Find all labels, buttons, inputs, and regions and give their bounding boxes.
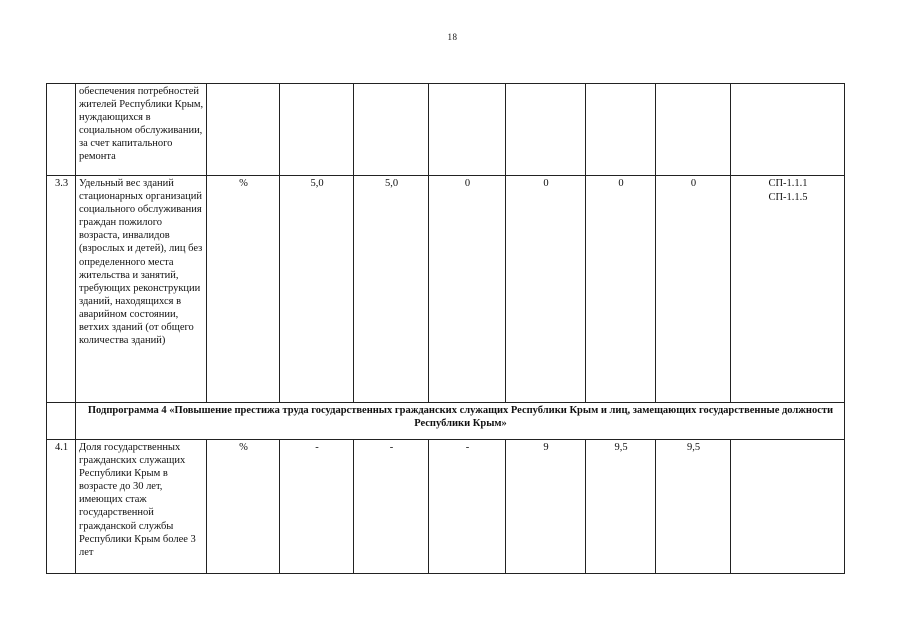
unit-cell — [207, 84, 280, 176]
value-cell: - — [280, 440, 354, 574]
indicator-name: Доля государственных гражданских служащих Республики Крым в возрасте до 30 лет, имеющих стаж государственной гражданской службы Республики Крым более 3 лет — [76, 440, 207, 574]
subprogram-row — [47, 403, 845, 440]
value-cell — [656, 84, 731, 176]
value-cell: - — [429, 440, 506, 574]
row-index — [47, 403, 76, 440]
value-cell: 0 — [656, 176, 731, 403]
value-cell: - — [354, 440, 429, 574]
row-index: 3.3 — [47, 176, 76, 403]
indicator-name: Удельный вес зданий стационарных организаций социального обслуживания граждан пожилого возраста, инвалидов (взрослых и детей), лиц без определенного места жительства и занятий, требующих реконструкции зданий, находящихся в аварийном состоянии, ветхих зданий (от общего количества зданий) — [76, 176, 207, 403]
value-cell — [586, 84, 656, 176]
indicators-table — [46, 83, 845, 574]
page-number: 18 — [447, 32, 458, 42]
table-row — [47, 84, 845, 176]
value-cell: 9,5 — [656, 440, 731, 574]
indicator-name: обеспечения потребностей жителей Республики Крым, нуждающихся в социальном обслуживании, за счет капитального ремонта — [76, 84, 207, 176]
code-cell — [731, 84, 845, 176]
code-line: СП-1.1.1 — [768, 178, 808, 189]
code-cell — [731, 176, 845, 403]
unit-cell: % — [207, 440, 280, 574]
code-line: СП-1.1.5 — [768, 191, 808, 203]
row-index: 4.1 — [47, 440, 76, 574]
value-cell: 5,0 — [280, 176, 354, 403]
value-cell — [506, 84, 586, 176]
subprogram-title: Подпрограмма 4 «Повышение престижа труда государственных гражданских служащих Республики Крым и лиц, замещающих государственные должности Республики Крым» — [76, 403, 845, 440]
value-cell — [280, 84, 354, 176]
value-cell: 9 — [506, 440, 586, 574]
value-cell: 9,5 — [586, 440, 656, 574]
code-cell — [731, 440, 845, 574]
value-cell — [354, 84, 429, 176]
value-cell — [429, 84, 506, 176]
row-index — [47, 84, 76, 176]
table-row — [47, 440, 845, 574]
unit-cell: % — [207, 176, 280, 403]
value-cell: 0 — [506, 176, 586, 403]
value-cell: 5,0 — [354, 176, 429, 403]
value-cell: 0 — [429, 176, 506, 403]
table-row — [47, 176, 845, 403]
value-cell: 0 — [586, 176, 656, 403]
